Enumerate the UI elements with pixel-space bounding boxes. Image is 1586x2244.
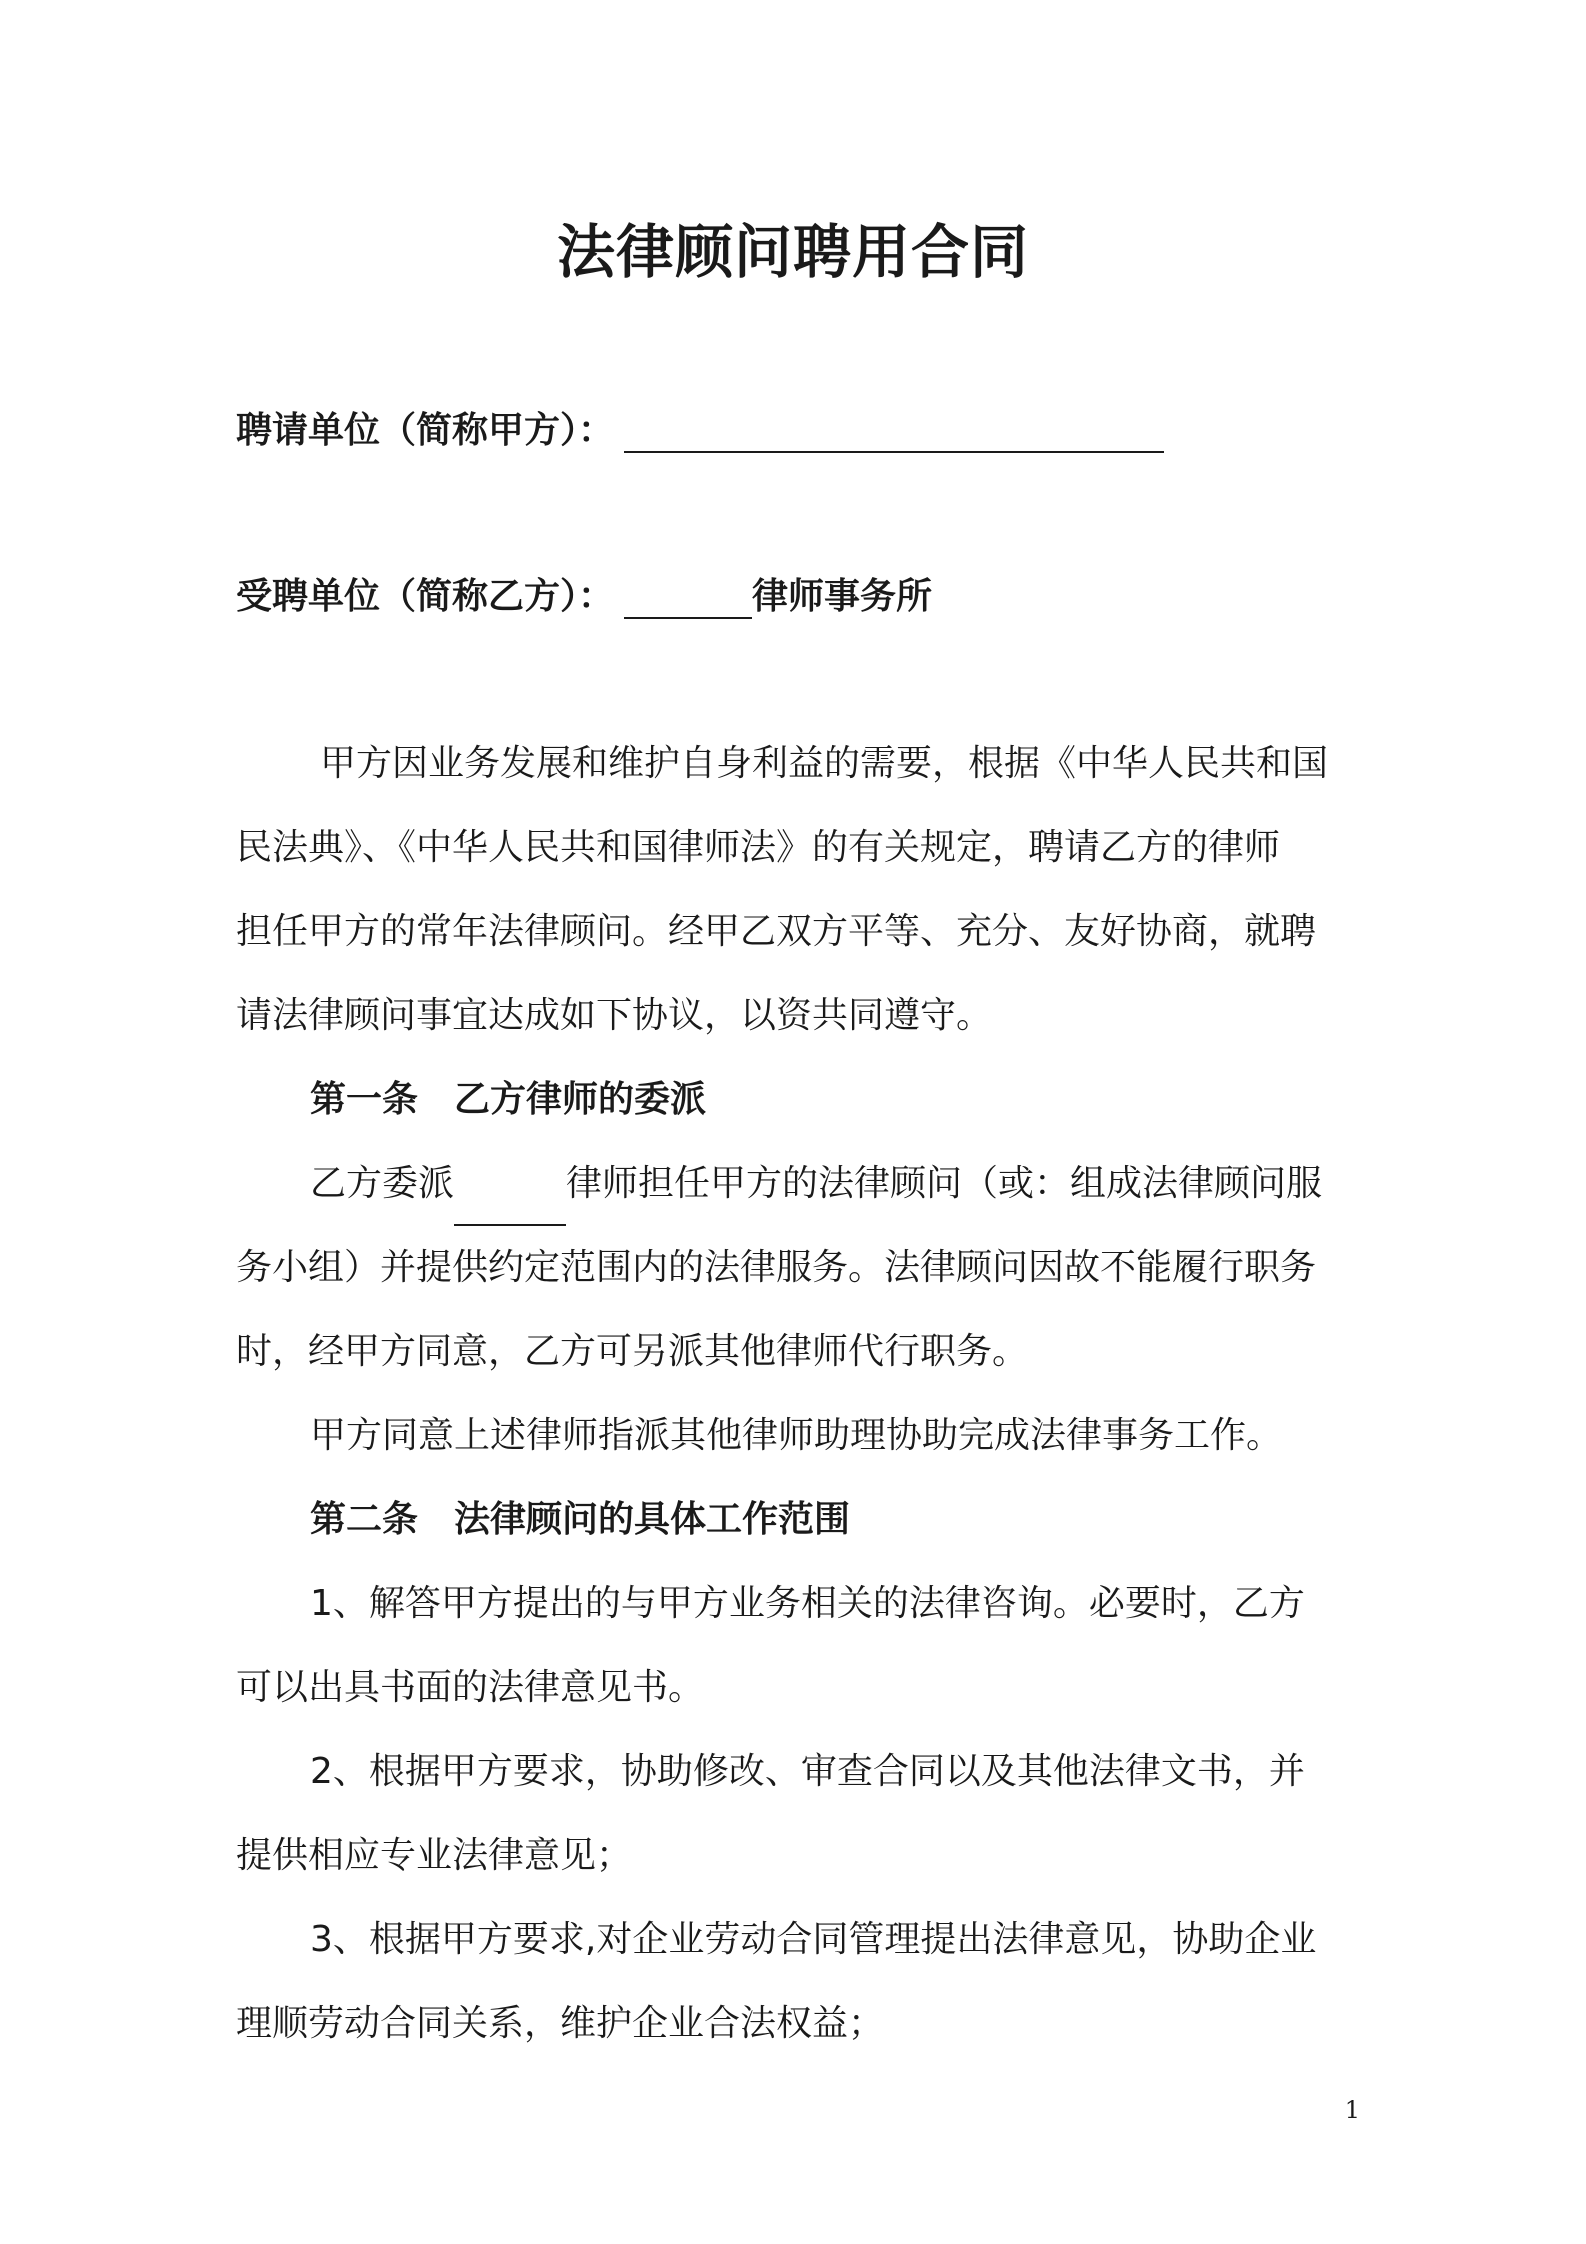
article-2-item: 3、根据甲方要求,对企业劳动合同管理提出法律意见，协助企业 [310,1919,1317,1960]
article-1-prefix: 乙方委派 [310,1163,455,1204]
article-2-item: 2、根据甲方要求，协助修改、审查合同以及其他法律文书，并 [310,1751,1305,1792]
article-2-item: 理顺劳动合同关系，维护企业合法权益； [236,2003,885,2044]
party-b-suffix: 律师事务所 [752,576,933,617]
article-1-paragraph-2: 甲方同意上述律师指派其他律师助理协助完成法律事务工作。 [310,1415,1283,1456]
article-2-item: 提供相应专业法律意见； [236,1835,633,1876]
party-b-blank[interactable] [624,573,752,619]
intro-line: 请法律顾问事宜达成如下协议，以资共同遵守。 [236,995,993,1036]
article-2-heading: 第二条 法律顾问的具体工作范围 [310,1499,851,1540]
article-1-suffix: 律师担任甲方的法律顾问（或：组成法律顾问服 [566,1163,1323,1204]
party-a-blank[interactable] [624,407,1164,453]
article-1-heading: 第一条 乙方律师的委派 [310,1079,707,1120]
party-b-label: 受聘单位（简称乙方）： [236,576,615,617]
intro-line: 担任甲方的常年法律顾问。经甲乙双方平等、充分、友好协商，就聘 [236,911,1317,952]
lawyer-name-blank[interactable] [454,1184,566,1226]
article-2-item: 可以出具书面的法律意见书。 [236,1667,705,1708]
party-a-field [236,402,1164,453]
intro-line: 甲方因业务发展和维护自身利益的需要，根据《中华人民共和国 [320,743,1329,784]
intro-line: 民法典》、《中华人民共和国律师法》的有关规定，聘请乙方的律师 [236,827,1281,868]
party-a-label: 聘请单位（简称甲方）： [236,410,615,451]
contract-body [236,722,1366,2066]
article-1-line: 务小组）并提供约定范围内的法律服务。法律顾问因故不能履行职务 [236,1247,1317,1288]
article-2-item: 1、解答甲方提出的与甲方业务相关的法律咨询。必要时，乙方 [310,1583,1305,1624]
article-1-line: 时，经甲方同意，乙方可另派其他律师代行职务。 [236,1331,1029,1372]
page-number: 1 [1344,2096,1360,2124]
contract-title: 法律顾问聘用合同 [556,218,1029,286]
party-b-field [236,568,932,619]
article-1-line [236,1142,1366,1226]
